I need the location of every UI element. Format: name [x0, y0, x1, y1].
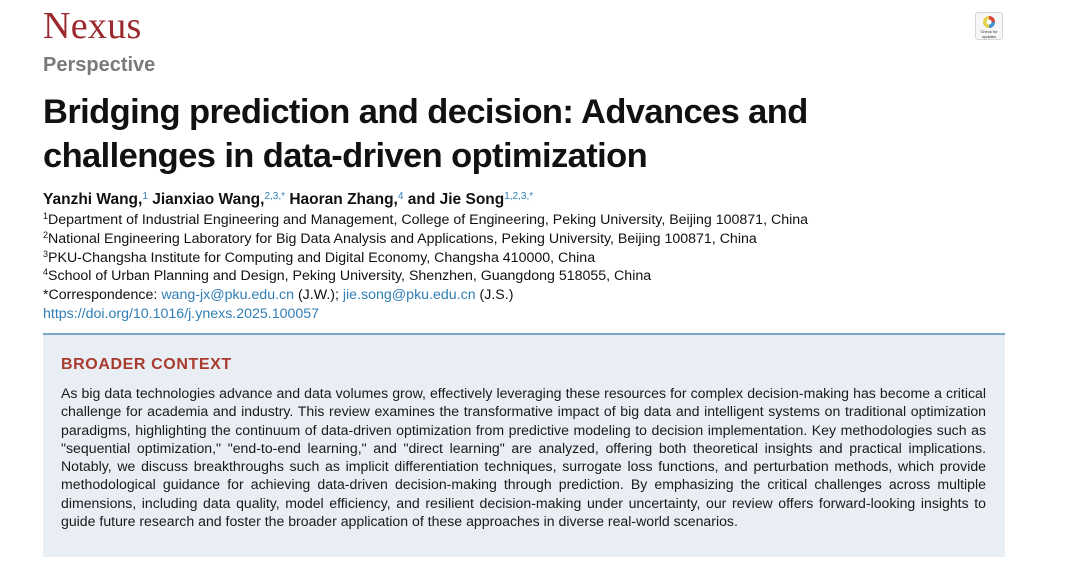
correspondence-initials: (J.S.) [475, 287, 514, 304]
affiliation-item [43, 211, 808, 230]
affiliation-text: Department of Industrial Engineering and Management, College of Engineering, Peking University, Beijing 100871, China [48, 212, 809, 228]
affiliation-list [43, 211, 808, 324]
affiliation-text: National Engineering Laboratory for Big Data Analysis and Applications, Peking University, Beijing 100871, China [48, 230, 757, 247]
affiliation-item [43, 249, 808, 268]
correspondence-email-link[interactable]: jie.song@pku.edu.cn [342, 287, 476, 304]
check-for-updates-label: Check for updates [980, 29, 998, 39]
correspondence-label: *Correspondence: [43, 287, 162, 304]
journal-name[interactable]: Nexus [43, 5, 142, 47]
affiliation-text: School of Urban Planning and Design, Peking University, Shenzhen, Guangdong 518055, China [48, 268, 652, 285]
correspondence-line [43, 286, 808, 305]
author-name[interactable]: Haoran Zhang, [289, 191, 398, 208]
affiliation-text: PKU-Changsha Institute for Computing and Digital Economy, Changsha 410000, China [48, 249, 596, 266]
author-conjunction: and [407, 191, 440, 208]
author-name[interactable]: Jie Song [439, 191, 505, 208]
article-first-page [43, 0, 1005, 569]
article-section-label: Perspective [43, 54, 156, 76]
check-for-updates-icon [982, 15, 996, 29]
correspondence-initials: (J.W.); [294, 287, 343, 304]
affiliation-item [43, 230, 808, 249]
correspondence-email-link[interactable]: wang-jx@pku.edu.cn [161, 287, 295, 304]
affiliation-number: 4 [43, 267, 49, 278]
affiliation-item [43, 267, 808, 286]
affiliation-number: 3 [43, 248, 49, 259]
affiliation-number: 1 [43, 211, 49, 221]
author-affiliation-ref[interactable]: 1 [142, 191, 148, 202]
author-affiliation-ref[interactable]: 1,2,3,* [504, 191, 534, 202]
check-for-updates-button[interactable] [975, 12, 1003, 40]
broader-context-box [43, 333, 1005, 557]
affiliation-number: 2 [43, 229, 49, 240]
broader-context-text: As big data technologies advance and data volumes grow, effectively leveraging these resources for complex decision-making has become a critical challenge for academia and industry. This review examines the transformative impact of big data and intelligent systems on traditional optimization paradigms, highlighting the continuum of data-driven optimization from predictive modeling to decision implementation. Key methodologies such as "sequential optimization," "end-to-end learning," and "direct learning" are analyzed, offering both theoretical insights and practical implications. Notably, we discuss breakthroughs such as implicit differentiation techniques, surrogate loss functions, and perturbation methods, which provide methodological guidance for achieving data-driven decision-making through prediction. By emphasizing the critical challenges across multiple dimensions, including data quality, model efficiency, and resilient decision-making under uncertainty, our review offers forward-looking insights to guide future research and foster the broader application of these approaches in diverse real-world scenarios. [61, 385, 986, 530]
author-list [43, 190, 533, 210]
author-affiliation-ref[interactable]: 4 [397, 191, 404, 202]
article-title: Bridging prediction and decision: Advances and challenges in data-driven optimization [43, 93, 808, 175]
doi-link[interactable]: https://doi.org/10.1016/j.ynexs.2025.100057 [43, 305, 320, 322]
author-name[interactable]: Yanzhi Wang, [43, 191, 143, 208]
author-name[interactable]: Jianxiao Wang, [152, 191, 265, 208]
broader-context-heading: BROADER CONTEXT [61, 356, 232, 373]
author-affiliation-ref[interactable]: 2,3,* [264, 191, 286, 202]
